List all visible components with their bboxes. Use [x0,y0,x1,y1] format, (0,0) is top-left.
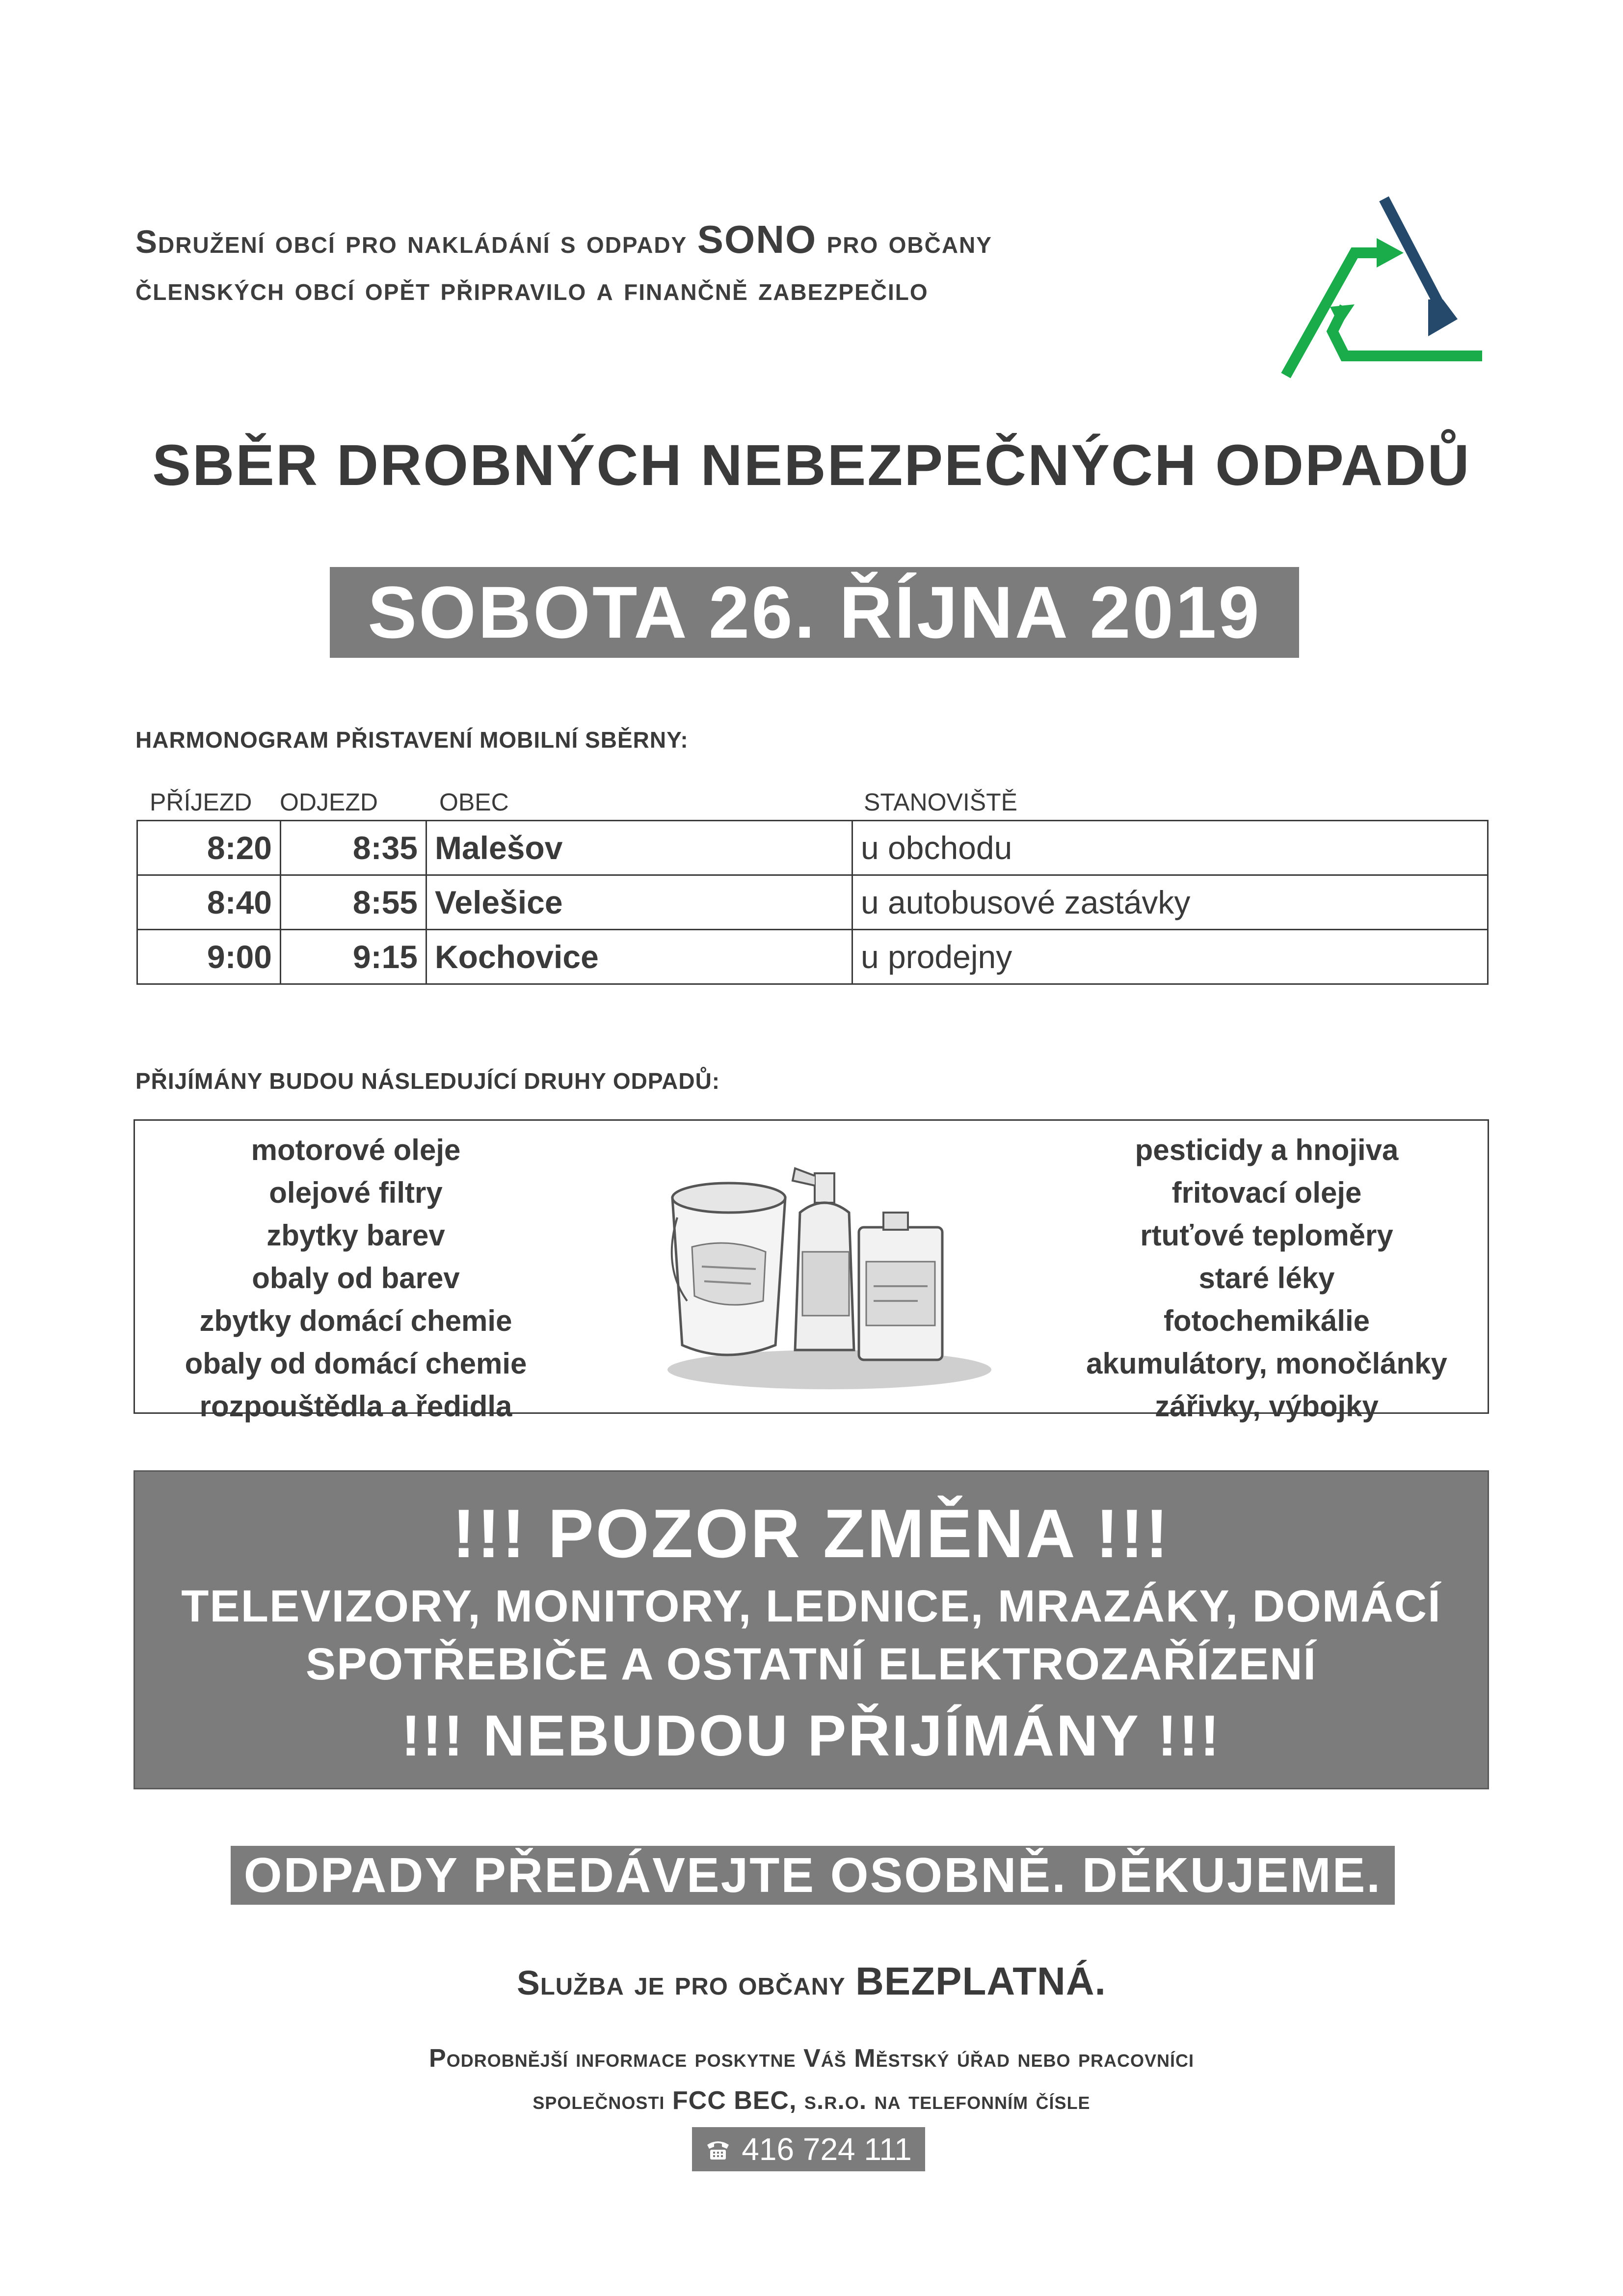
village-cell: Kochovice [426,930,852,984]
intro-line-2: členských obcí opět připravilo a finančně zabezpečilo [135,270,929,307]
handover-banner [231,1846,1395,1905]
phone-icon [705,2138,731,2161]
list-item: akumulátory, monočlánky [1086,1347,1447,1380]
waste-label: PŘIJÍMÁNY BUDOU NÁSLEDUJÍCÍ DRUHY ODPADŮ: [135,1068,720,1094]
warning-banner [133,1470,1489,1789]
handover-text: ODPADY PŘEDÁVEJTE OSOBNĚ. DĚKUJEME. [243,1847,1382,1903]
departure-cell: 8:35 [281,821,426,875]
list-item: obaly od barev [252,1262,460,1295]
warning-title: !!! POZOR ZMĚNA !!! [452,1495,1171,1572]
list-item: rozpouštědla a ředidla [199,1390,512,1423]
event-date: SOBOTA 26. ŘÍJNA 2019 [368,571,1261,653]
list-item: staré léky [1198,1262,1335,1295]
schedule-label: HARMONOGRAM PŘISTAVENÍ MOBILNÍ SBĚRNY: [135,727,689,753]
free-service-note: Služba je pro občany BEZPLATNÁ. [517,1959,1106,2003]
location-cell: u prodejny [852,930,1488,984]
departure-cell: 8:55 [281,875,426,930]
phone-number: 416 724 111 [742,2132,912,2167]
table-row [137,875,1488,930]
waste-list-right [1046,1129,1488,1428]
warning-footer: !!! NEBUDOU PŘIJÍMÁNY !!! [401,1703,1222,1768]
location-cell: u obchodu [852,821,1488,875]
intro-line-1: Sdružení obcí pro nakládání s odpady SONO pro občany [135,217,992,261]
village-cell: Malešov [426,821,852,875]
organizer-intro [135,216,1289,312]
list-item: zářivky, výbojky [1155,1390,1379,1423]
warning-body [135,1577,1488,1693]
arrival-cell: 8:20 [137,821,281,875]
list-item: olejové filtry [269,1176,443,1209]
list-item: rtuťové teploměry [1140,1219,1393,1252]
col-village: OBEC [439,788,509,816]
page-title: SBĚR DROBNÝCH NEBEZPEČNÝCH ODPADŮ [152,433,1471,498]
col-departure: ODJEZD [280,788,378,816]
arrival-cell: 8:40 [137,875,281,930]
info-line-1: Podrobnější informace poskytne Váš Městský úřad nebo pracovníci [429,2044,1194,2073]
location-cell: u autobusové zastávky [852,875,1488,930]
list-item: fotochemikálie [1163,1304,1370,1337]
arrival-cell: 9:00 [137,930,281,984]
chemical-containers-illustration [653,1139,996,1394]
recycling-logo-icon [1281,194,1492,380]
departure-cell: 9:15 [281,930,426,984]
table-row [137,821,1488,875]
schedule-table [136,820,1489,985]
table-row [137,930,1488,984]
col-location: STANOVIŠTĚ [864,788,1018,816]
sono-name: SONO [697,217,817,261]
waste-list-left [135,1129,577,1428]
phone-banner [692,2127,925,2171]
info-line-2: společnosti FCC BEC, s.r.o. na telefonním čísle [532,2086,1091,2115]
list-item: zbytky domácí chemie [199,1304,512,1337]
warning-line-1: TELEVIZORY, MONITORY, LEDNICE, MRAZÁKY, DOMÁCÍ [181,1581,1441,1631]
village-cell: Velešice [426,875,852,930]
free-emphasis: BEZPLATNÁ. [855,1959,1106,2003]
list-item: pesticidy a hnojiva [1135,1134,1399,1166]
warning-line-2: SPOTŘEBIČE A OSTATNÍ ELEKTROZAŘÍZENÍ [305,1639,1317,1689]
list-item: motorové oleje [251,1134,461,1166]
event-date-banner [330,567,1299,658]
list-item: zbytky barev [266,1219,445,1252]
contact-info [0,2037,1623,2122]
list-item: fritovací oleje [1171,1176,1362,1209]
col-arrival: PŘÍJEZD [150,788,252,816]
list-item: obaly od domácí chemie [185,1347,527,1380]
